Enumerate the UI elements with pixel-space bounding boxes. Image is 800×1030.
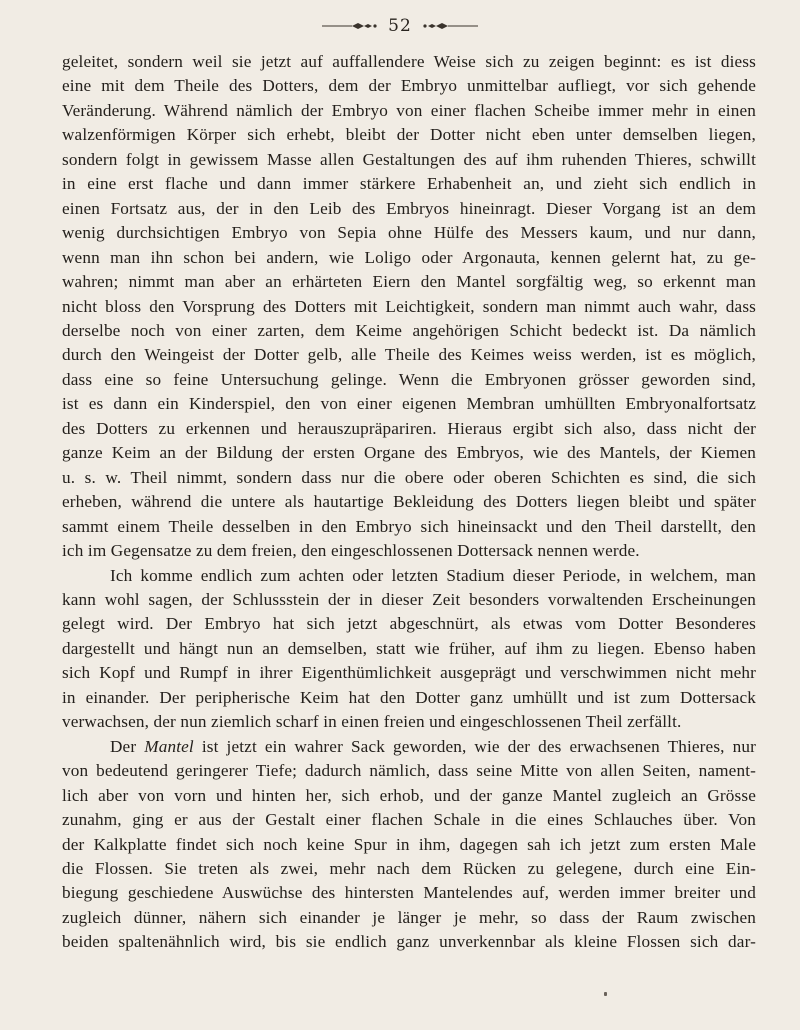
right-ornament-icon <box>422 21 478 31</box>
body-text <box>62 50 756 955</box>
text-line: ich im Gegensatze zu dem freien, den eingeschlossenen Dottersack nennen werde. <box>62 541 640 561</box>
text-line: ist es dann ein Kinderspiel, den von einer eigenen Membran umhüllten Embryonalfortsatz <box>62 394 756 414</box>
text-fragment: Der <box>110 736 145 756</box>
text-line: der Kalkplatte findet sich noch keine Spur in ihm, dagegen sah ich jetzt zum ersten Male <box>62 834 756 854</box>
text-line: walzenförmigen Körper sich erhebt, bleibt der Dotter nicht eben unter demselben liegen, <box>62 125 756 145</box>
text-line: ganze Keim an der Bildung der ersten Organe des Embryos, wie des Mantels, der Kiemen <box>62 443 756 463</box>
text-line: biegung geschiedene Auswüchse des hintersten Mantelendes auf, werden immer breiter und <box>62 883 756 903</box>
text-line: zugleich dünner, nähern sich einander je länger je mehr, so dass der Raum zwischen <box>62 907 756 927</box>
text-line: einen Fortsatz aus, der in den Leib des Embryos hineinragt. Dieser Vorgang ist an dem <box>62 198 756 218</box>
paragraph-1 <box>62 50 756 564</box>
text-line: nicht bloss den Vorsprung des Dotters mit Leichtigkeit, sondern man nimmt auch wahr, dass <box>62 296 756 316</box>
text-line: durch den Weingeist der Dotter gelb, alle Theile des Keimes weiss werden, ist es möglich, <box>62 345 756 365</box>
text-line: beiden spaltenähnlich wird, bis sie endlich ganz unverkennbar als kleine Flossen sich dar- <box>62 932 756 952</box>
paragraph-2 <box>62 564 756 735</box>
text-line: dass eine so feine Untersuchung gelinge. Wenn die Embryonen grösser geworden sind, <box>62 369 756 389</box>
text-line: des Dotters zu erkennen und herauszupräpariren. Hieraus ergibt sich also, dass nicht der <box>62 418 756 438</box>
page-header <box>0 12 800 40</box>
text-line: Ich komme endlich zum achten oder letzten Stadium dieser Periode, in welchem, man <box>110 565 756 585</box>
text-line: in einander. Der peripherische Keim hat den Dotter ganz umhüllt und ist zum Dottersack <box>62 687 756 707</box>
text-line: lich aber von vorn und hinten her, sich erhob, und der ganze Mantel zugleich an Grösse <box>62 785 756 805</box>
text-line: wenn man ihn schon bei andern, wie Loligo oder Argonauta, kennen gelernt hat, zu ge- <box>62 247 756 267</box>
text-line: wenig durchsichtigen Embryo von Sepia ohne Hülfe des Messers kaum, und nur dann, <box>62 223 756 243</box>
italic-term-mantel: Mantel <box>144 736 194 756</box>
text-line: Veränderung. Während nämlich der Embryo von einer flachen Scheibe immer mehr in einen <box>62 100 756 120</box>
text-line: verwachsen, der nun ziemlich scharf in einen freien und eingeschlossenen Theil zerfällt. <box>62 712 682 732</box>
text-line: u. s. w. Theil nimmt, sondern dass nur die obere oder oberen Schichten es sind, die sich <box>62 467 756 487</box>
left-ornament-icon <box>322 21 378 31</box>
text-line: in eine erst flache und dann immer stärkere Erhabenheit an, und zieht sich endlich in <box>62 174 756 194</box>
text-line: von bedeutend geringerer Tiefe; dadurch nämlich, dass seine Mitte von allen Seiten, nament- <box>62 761 756 781</box>
text-line: sondern folgt in gewissem Masse allen Gestaltungen des auf ihm ruhenden Thieres, schwillt <box>62 149 756 169</box>
text-line: sammt einem Theile desselben in den Embryo sich hineinsackt und den Theil darstellt, den <box>62 516 756 536</box>
text-line: kann wohl sagen, der Schlussstein der in dieser Zeit besonders vorwaltenden Erscheinungen <box>62 589 756 609</box>
text-line: erheben, während die untere als hautartige Bekleidung des Dotters liegen bleibt und später <box>62 492 756 512</box>
ink-speck <box>604 992 607 996</box>
text-line: dargestellt und hängt nun an demselben, statt wie früher, auf ihm zu liegen. Ebenso haben <box>62 638 756 658</box>
text-line: zunahm, ging er aus der Gestalt einer flachen Schale in die eines Schlauches über. Von <box>62 810 756 830</box>
paragraph-3 <box>62 735 756 955</box>
text-line: sich Kopf und Rumpf in ihrer Eigenthümlichkeit ausgeprägt und verschwimmen nicht mehr <box>62 663 756 683</box>
text-line: wahren; nimmt man aber an erhärteten Eiern den Mantel sorgfältig weg, so erkennt man <box>62 272 756 292</box>
text-line: derselbe noch von einer zarten, dem Keime angehörigen Schicht bedeckt ist. Da nämlich <box>62 320 756 340</box>
page-number: 52 <box>388 16 412 36</box>
text-fragment: ist jetzt ein wahrer Sack geworden, wie der des erwachsenen Thieres, nur <box>193 736 756 756</box>
text-line-mantel <box>62 735 756 759</box>
text-line: geleitet, sondern weil sie jetzt auf auffallendere Weise sich zu zeigen beginnt: es ist diess <box>62 52 756 71</box>
text-line: die Flossen. Sie treten als zwei, mehr nach dem Rücken zu gelegene, durch eine Ein- <box>62 858 756 878</box>
text-line: eine mit dem Theile des Dotters, dem der Embryo unmittelbar aufliegt, vor sich gehende <box>62 76 756 96</box>
text-line: gelegt wird. Der Embryo hat sich jetzt abgeschnürt, als etwas vom Dotter Besonderes <box>62 614 756 634</box>
